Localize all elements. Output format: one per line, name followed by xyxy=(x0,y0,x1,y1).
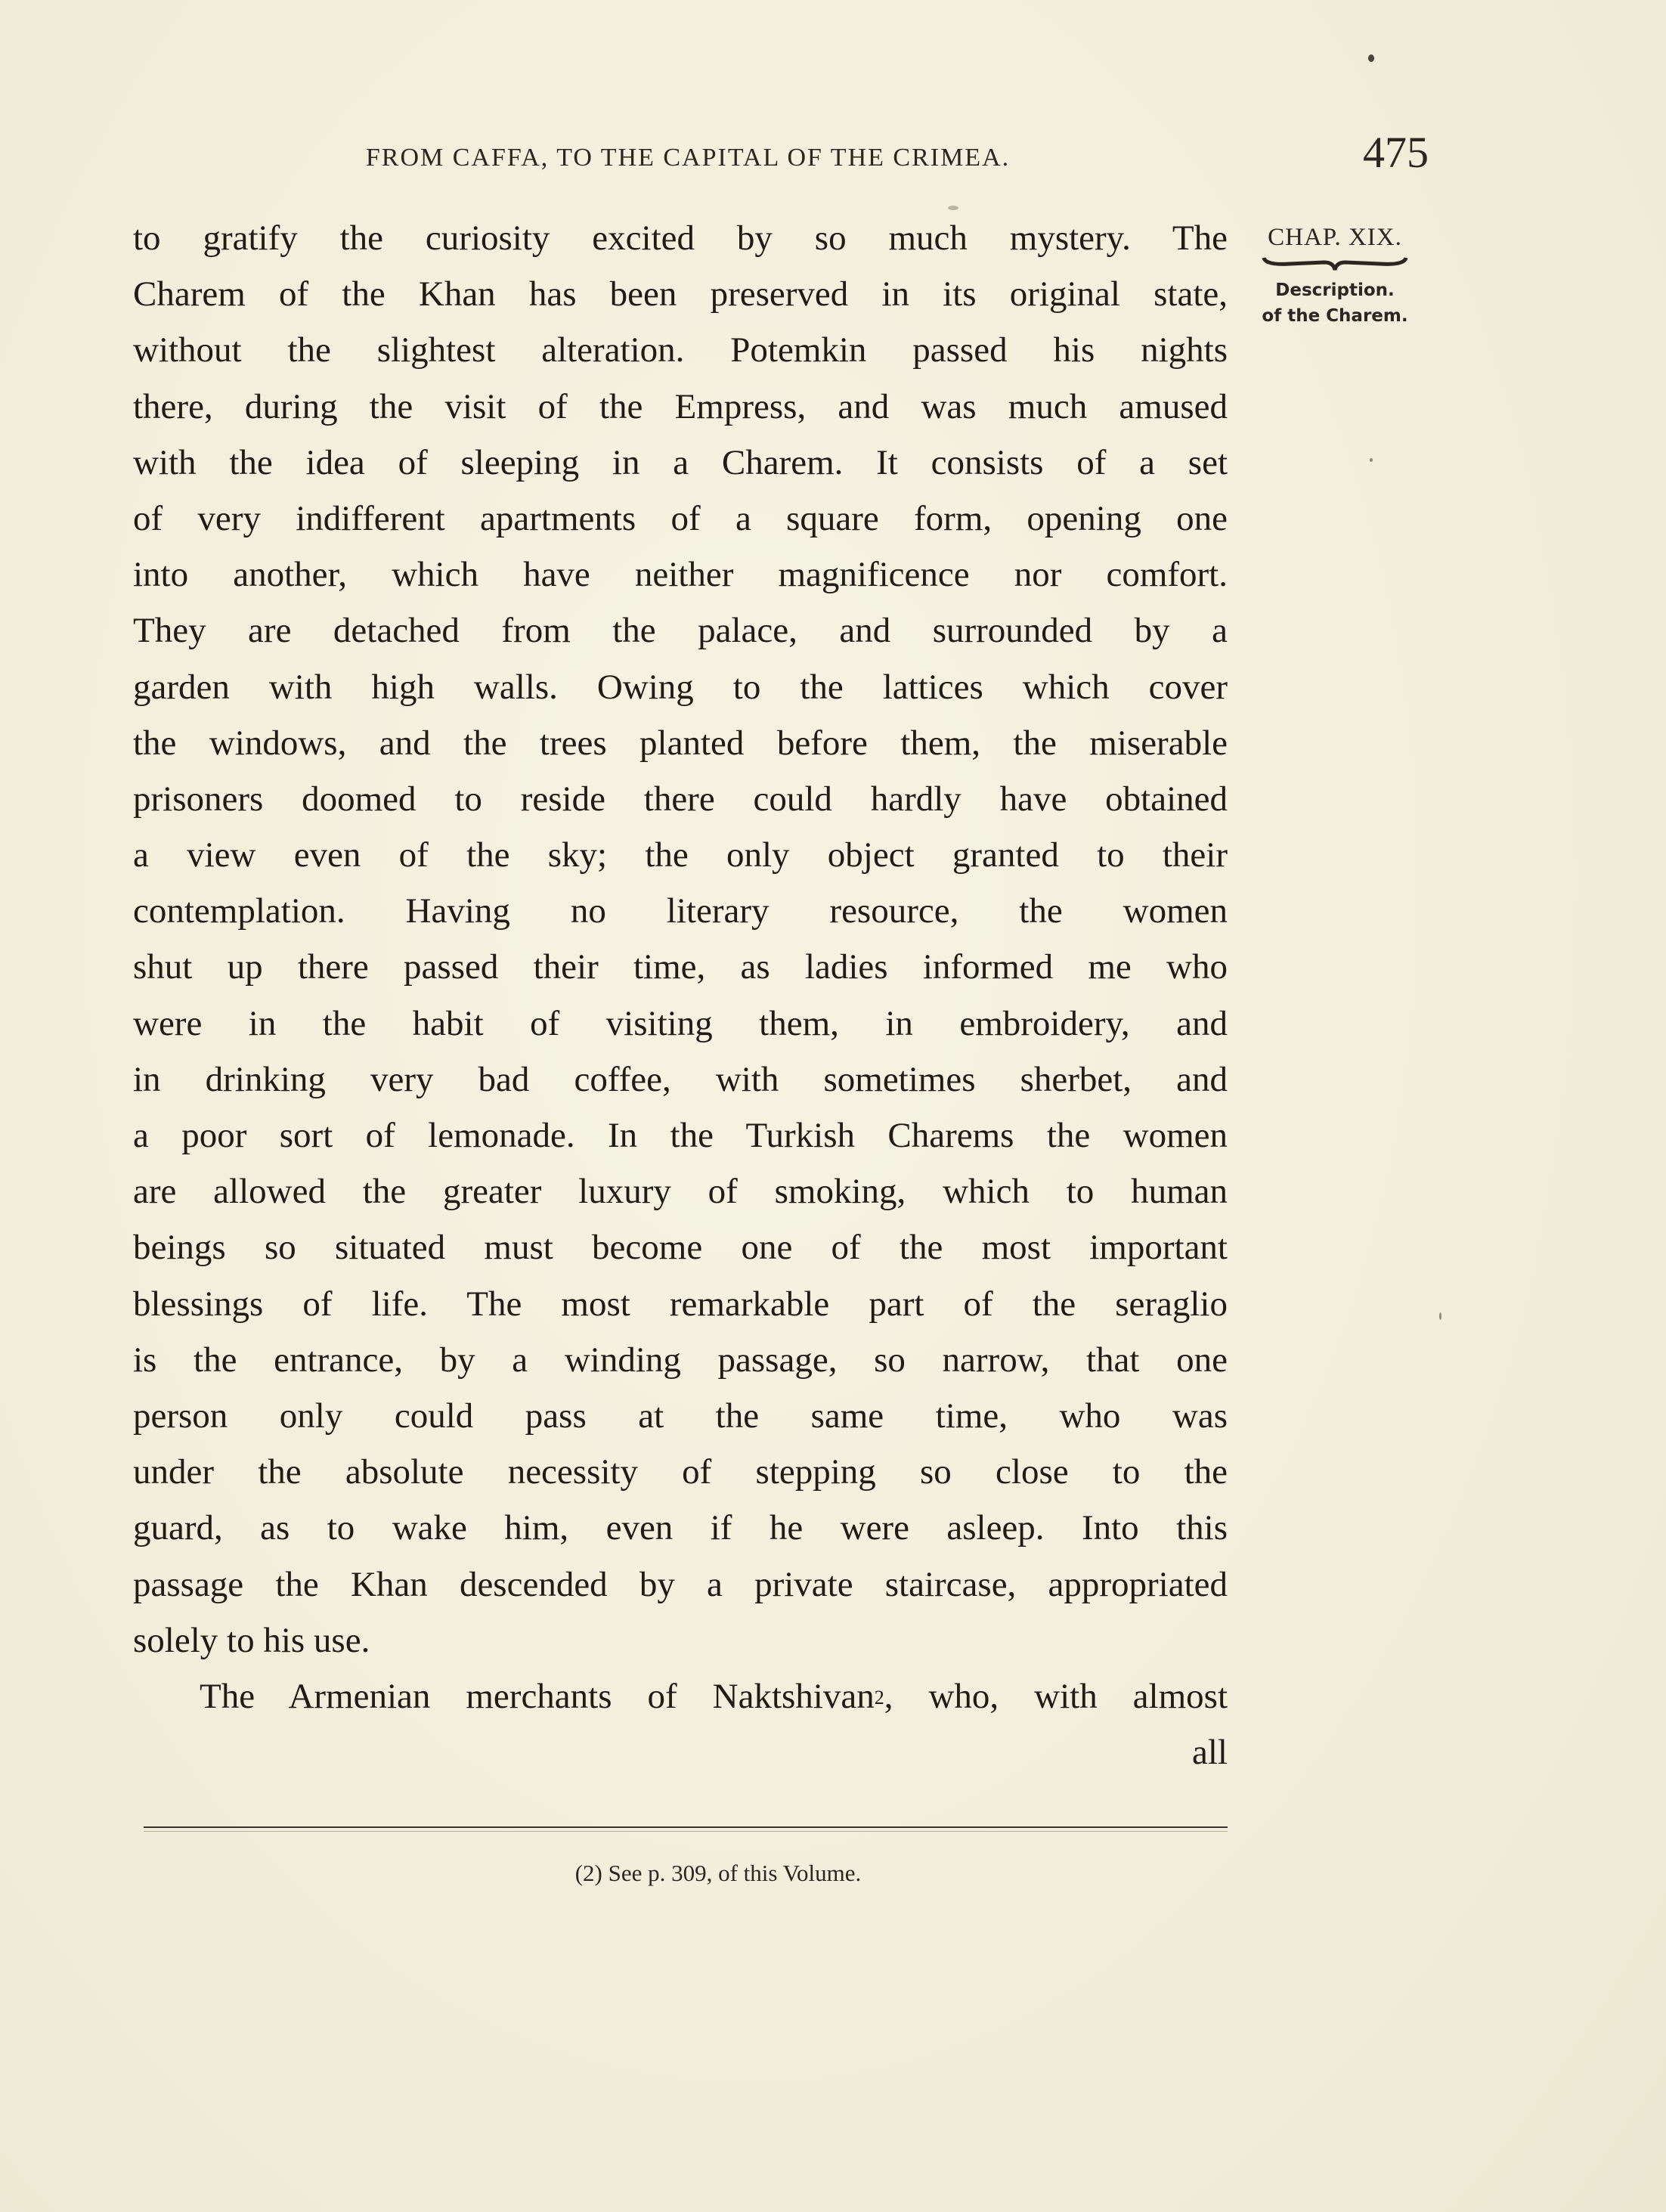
text-line: of very indifferent apartments of a square form, opening one xyxy=(133,498,1228,538)
text-line: the windows, and the trees planted before them, the miserable xyxy=(133,723,1228,763)
text-line: a poor sort of lemonade. In the Turkish Charems the women xyxy=(133,1116,1228,1155)
chapter-label: CHAP. XIX. xyxy=(1268,224,1402,251)
ink-speck xyxy=(1368,54,1374,62)
text-line: shut up there passed their time, as ladies informed me who xyxy=(133,947,1228,987)
text-line: beings so situated must become one of the most important xyxy=(133,1228,1228,1268)
text-line: person only could pass at the same time, who was xyxy=(133,1396,1228,1436)
text-line: blessings of life. The most remarkable part of the seraglio xyxy=(133,1284,1228,1324)
running-title: FROM CAFFA, TO THE CAPITAL OF THE CRIMEA. xyxy=(365,144,1011,172)
page-number: 475 xyxy=(1363,128,1429,177)
text-line: guard, as to wake him, even if he were asleep. Into this xyxy=(133,1508,1228,1548)
footnote-reference: 2 xyxy=(874,1686,884,1709)
text-line: Charem of the Khan has been preserved in its original state, xyxy=(133,274,1228,314)
text-line: under the absolute necessity of stepping so close to the xyxy=(133,1452,1228,1492)
text-line: solely to his use. xyxy=(133,1620,370,1660)
footnote-rule xyxy=(144,1826,1228,1828)
ink-speck xyxy=(1370,458,1373,462)
marginal-note xyxy=(1259,224,1411,329)
paragraph-2-rest: , who, with almost xyxy=(884,1676,1228,1716)
text-line: is the entrance, by a winding passage, so narrow, that one xyxy=(133,1340,1228,1380)
ink-speck xyxy=(948,206,958,210)
text-line: are allowed the greater luxury of smoking, which to human xyxy=(133,1172,1228,1212)
text-line: to gratify the curiosity excited by so much mystery. The xyxy=(133,218,1228,258)
ink-speck xyxy=(1439,1312,1441,1320)
footnote-rule-shadow xyxy=(144,1831,1228,1832)
text-line: with the idea of sleeping in a Charem. It consists of a set xyxy=(133,442,1228,482)
paragraph-2-line xyxy=(133,1668,1228,1724)
text-line: there, during the visit of the Empress, and was much amused xyxy=(133,386,1228,426)
marginal-note-line-1: Description. xyxy=(1275,280,1395,300)
brace-ornament-icon xyxy=(1259,253,1411,273)
text-line: in drinking very bad coffee, with sometimes sherbet, and xyxy=(133,1059,1228,1099)
text-line: into another, which have neither magnificence nor comfort. xyxy=(133,555,1228,595)
text-line: prisoners doomed to reside there could hardly have obtained xyxy=(133,779,1228,819)
text-line: contemplation. Having no literary resource, the women xyxy=(133,891,1228,931)
text-line: without the slightest alteration. Potemkin passed his nights xyxy=(133,330,1228,370)
footnote: (2) See p. 309, of this Volume. xyxy=(574,1860,862,1886)
text-line: They are detached from the palace, and surrounded by a xyxy=(133,611,1228,651)
body-text xyxy=(133,210,1228,1780)
text-line: were in the habit of visiting them, in embroidery, and xyxy=(133,1003,1228,1043)
marginal-note-line-2: of the Charem. xyxy=(1262,306,1408,326)
text-line: garden with high walls. Owing to the lattices which cover xyxy=(133,667,1228,707)
text-line: a view even of the sky; the only object granted to their xyxy=(133,835,1228,875)
text-line: passage the Khan descended by a private staircase, appropriated xyxy=(133,1564,1228,1604)
catchword: all xyxy=(1192,1733,1228,1773)
paragraph-2-text: The Armenian merchants of Naktshivan xyxy=(200,1676,875,1716)
